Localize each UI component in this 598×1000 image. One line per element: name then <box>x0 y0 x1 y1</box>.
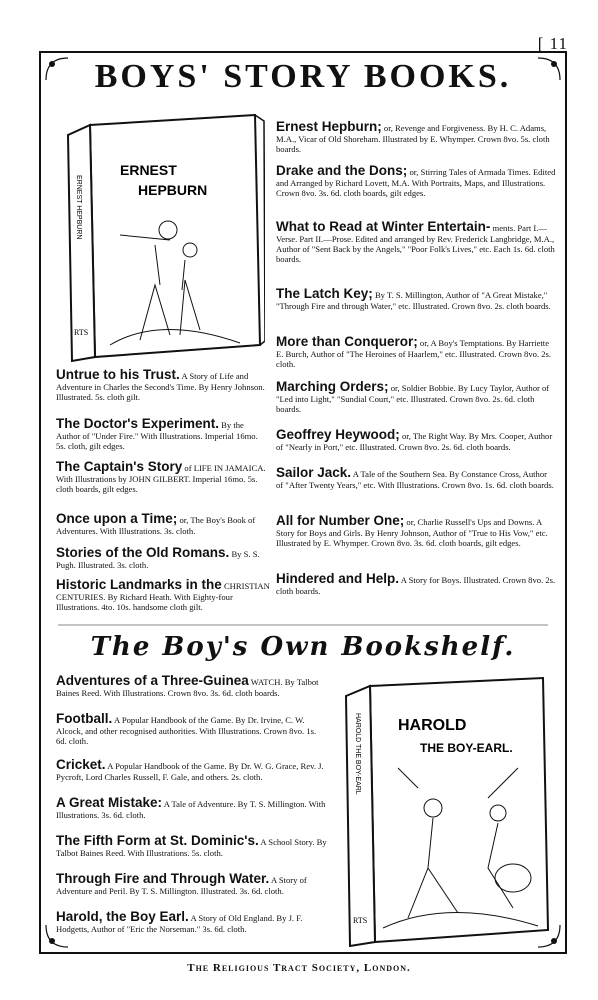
list-item <box>56 460 266 494</box>
book-description: A Story of Life and Adventure in Charles the Second's Time. By Henry Johnson. Illustrated. 5s. cloth gilt. <box>56 371 265 402</box>
book-title: Marching Orders; <box>276 379 389 394</box>
cover-title-line2: THE BOY-EARL. <box>420 741 513 755</box>
book-title: Untrue to his Trust. <box>56 367 180 382</box>
book-description: By T. S. Millington, Author of "A Great Mistake," "Through Fire and through Water," etc. Illustrated. Crown 8vo. 2s. cloth boards. <box>276 290 551 311</box>
book-description: By S. S. Pugh. Illustrated. 3s. cloth. <box>56 549 260 570</box>
book-description: ments. Part I.—Verse. Part II.—Prose. Edited and arranged by Rev. Frederick Langbridge, M.A., Author of "Sent Back by the Angels," "Poor Folk's Lives," etc. Each 1s. 6d. cloth boards. <box>276 223 555 264</box>
book-description: By the Author of "Under Fire." With Illustrations. Imperial 16mo. 5s. cloth, gilt edges. <box>56 420 258 451</box>
list-item <box>56 834 328 858</box>
book-description: A Tale of the Southern Sea. By Constance Cross, Author of "After Twenty Years," etc. With Illustrations. Crown 8vo. 1s. 6d. cloth boards. <box>276 469 554 490</box>
list-item <box>56 578 274 612</box>
list-item <box>276 220 556 264</box>
section-heading-boys-own-bookshelf: The Boy's Own Bookshelf. <box>90 632 516 662</box>
book-description: WATCH. By Talbot Baines Reed. With Illustrations. Crown 8vo. 3s. 6d. cloth boards. <box>56 677 319 698</box>
book-description: of LIFE IN JAMAICA. With Illustrations by JOHN GILBERT. Imperial 16mo. 5s. cloth boards, gilt edges. <box>56 463 266 494</box>
list-item <box>276 287 556 311</box>
cover-publisher-mark: RTS <box>353 916 368 925</box>
book-description: A School Story. By Talbot Baines Reed. With Illustrations. 5s. cloth. <box>56 837 327 858</box>
book-title: What to Read at Winter Entertain- <box>276 219 491 234</box>
book-title: Ernest Hepburn; <box>276 119 382 134</box>
list-item <box>276 514 556 548</box>
section-heading-boys-story-books: BOYS' STORY BOOKS. <box>94 58 512 95</box>
cover-spine-text: ERNEST HEPBURN <box>75 175 82 240</box>
book-title: Hindered and Help. <box>276 571 400 586</box>
list-item <box>276 572 556 596</box>
book-description: A Tale of Adventure. By T. S. Millington. With Illustrations. 3s. 6d. cloth. <box>56 799 326 820</box>
book-description: A Story of Old England. By J. F. Hodgetts, Author of "Eric the Norseman." 3s. 6d. cloth. <box>56 913 303 934</box>
list-item <box>56 417 266 451</box>
list-item <box>276 335 556 369</box>
book-description: or, Stirring Tales of Armada Times. Edited and Arranged by Richard Lovett, M.A. With Portraits, Maps, and Illustrations. Crown 8vo. 3s. 6d. cloth boards, gilt edges. <box>276 167 556 198</box>
book-description: or, Charlie Russell's Ups and Downs. A Story for Boys and Girls. By Henry Johnson, Author of "True to His Vow," etc. Illustrated by E. Whymper. Crown 8vo. 3s. 6d. cloth boards, gilt edges. <box>276 517 548 548</box>
book-title: More than Conqueror; <box>276 334 418 349</box>
book-title: Adventures of a Three-Guinea <box>56 673 249 688</box>
list-item <box>56 796 328 820</box>
book-description: CHRISTIAN CENTURIES. By Richard Heath. With Eighty-four Illustrations. 4to. 10s. handsome cloth gilt. <box>56 581 270 612</box>
book-description: A Popular Handbook of the Game. By Dr. Irvine, C. W. Alcock, and other recognised authorities. With Illustrations. Crown 8vo. 1s. 6d. cloth. <box>56 715 317 746</box>
book-title: Historic Landmarks in the <box>56 577 222 592</box>
cover-publisher-mark: RTS <box>74 328 89 337</box>
list-item <box>276 120 556 154</box>
book-title: The Fifth Form at St. Dominic's. <box>56 833 259 848</box>
list-item <box>56 910 328 934</box>
book-title: Cricket. <box>56 757 106 772</box>
list-item <box>56 674 328 698</box>
book-description: A Story of Adventure and Peril. By T. S. Millington. Illustrated. 3s. 6d. cloth. <box>56 875 307 896</box>
cover-spine-text: HAROLD THE BOY-EARL <box>354 713 361 795</box>
book-title: Geoffrey Heywood; <box>276 427 400 442</box>
book-description: or, The Right Way. By Mrs. Cooper, Author of "Nearly in Port," etc. Illustrated. Crown 8vo. 2s. 6d. cloth boards. <box>276 431 553 452</box>
advert-frame <box>38 50 568 955</box>
book-cover-illustration-harold-the-boy-earl <box>338 668 553 948</box>
book-title: A Great Mistake: <box>56 795 163 810</box>
list-item <box>56 712 328 746</box>
list-item <box>56 872 328 896</box>
list-item <box>56 758 328 782</box>
book-title: Stories of the Old Romans. <box>56 545 230 560</box>
cover-title-line2: HEPBURN <box>138 182 208 198</box>
book-description: or, A Boy's Temptations. By Harriette E. Burch, Author of "The Heroines of Haarlem," etc. Illustrated. Crown 8vo. 2s. cloth. <box>276 338 552 369</box>
book-description: or, Revenge and Forgiveness. By H. C. Adams, M.A., Vicar of Old Shoreham. Illustrated by E. Whymper. Crown 8vo. 5s. cloth boards. <box>276 123 550 154</box>
cover-title-line1: ERNEST <box>120 162 177 178</box>
book-title: The Latch Key; <box>276 286 373 301</box>
list-item <box>276 164 556 198</box>
book-description: A Popular Handbook of the Game. By Dr. W. G. Grace, Rev. J. Pycroft, Lord Charles Russell, F. Gale, and others. 2s. cloth. <box>56 761 324 782</box>
list-item <box>276 428 556 452</box>
list-item <box>276 466 556 490</box>
book-description: or, The Boy's Book of Adventures. With Illustrations. 3s. cloth. <box>56 515 256 536</box>
list-item <box>56 546 266 570</box>
book-cover-illustration-ernest-hepburn <box>60 105 265 363</box>
list-item <box>56 368 266 402</box>
book-title: Drake and the Dons; <box>276 163 408 178</box>
book-title: Through Fire and Through Water. <box>56 871 270 886</box>
book-title: Harold, the Boy Earl. <box>56 909 189 924</box>
page-number: [ 11 <box>537 34 568 53</box>
list-item <box>276 380 556 414</box>
book-title: Football. <box>56 711 113 726</box>
book-title: Once upon a Time; <box>56 511 178 526</box>
cover-title-line1: HAROLD <box>398 717 467 734</box>
book-description: A Story for Boys. Illustrated. Crown 8vo. 2s. cloth boards. <box>276 575 556 596</box>
book-title: Sailor Jack. <box>276 465 352 480</box>
book-title: The Doctor's Experiment. <box>56 416 219 431</box>
book-description: or, Soldier Bobbie. By Lucy Taylor, Author of "Led into Light," "Sundial Court," etc. Illustrated. Crown 8vo. 2s. 6d. cloth boards. <box>276 383 550 414</box>
list-item <box>56 512 266 536</box>
book-title: The Captain's Story <box>56 459 183 474</box>
publisher-imprint: The Religious Tract Society, London. <box>187 962 411 974</box>
book-title: All for Number One; <box>276 513 405 528</box>
